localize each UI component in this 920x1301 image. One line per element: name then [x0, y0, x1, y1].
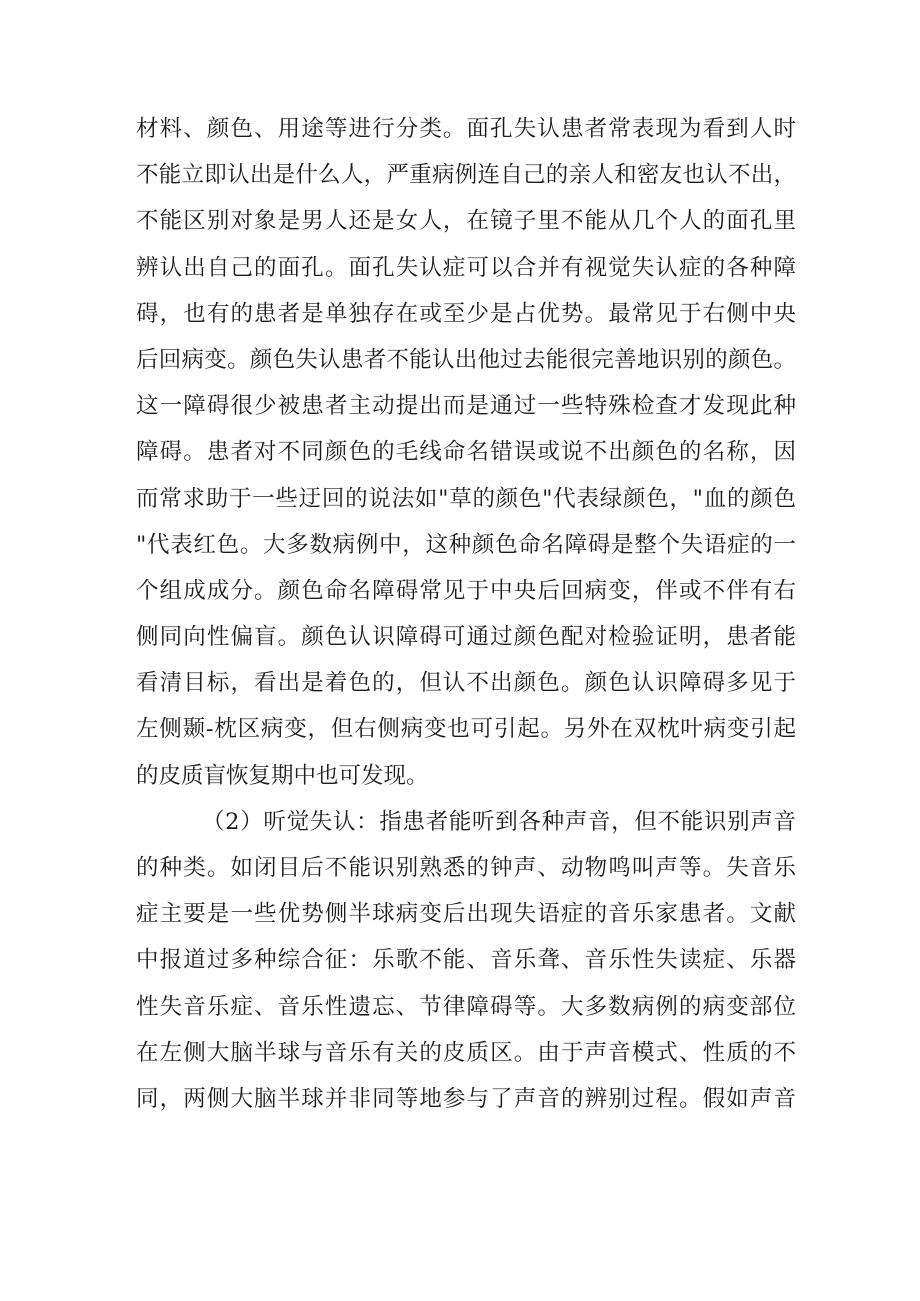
text-line: 碍，也有的患者是单独存在或至少是占优势。最常见于右侧中央 — [136, 300, 796, 327]
text-line: 的皮质盲恢复期中也可发现。 — [136, 762, 429, 789]
body-text — [136, 106, 796, 1122]
text-line: 不能区别对象是男人还是女人，在镜子里不能从几个人的面孔里 — [136, 208, 796, 235]
text-line: 个组成成分。颜色命名障碍常见于中央后回病变，伴或不伴有右 — [136, 577, 796, 604]
text-line: 障碍。患者对不同颜色的毛线命名错误或说不出颜色的名称，因 — [136, 439, 796, 466]
text-line: 左侧颞-枕区病变，但右侧病变也可引起。另外在双枕叶病变引起 — [136, 716, 796, 743]
text-line: 侧同向性偏盲。颜色认识障碍可通过颜色配对检验证明，患者能 — [136, 624, 796, 651]
text-line: 性失音乐症、音乐性遗忘、节律障碍等。大多数病例的病变部位 — [136, 993, 796, 1020]
text-line: 不能立即认出是什么人，严重病例连自己的亲人和密友也认不出， — [136, 162, 796, 189]
text-line: 这一障碍很少被患者主动提出而是通过一些特殊检查才发现此种 — [136, 393, 796, 420]
text-line: 症主要是一些优势侧半球病变后出现失语症的音乐家患者。文献 — [136, 901, 796, 928]
paragraph-2 — [136, 799, 796, 1122]
text-line: 辨认出自己的面孔。面孔失认症可以合并有视觉失认症的各种障 — [136, 254, 796, 281]
text-line: 的种类。如闭目后不能识别熟悉的钟声、动物鸣叫声等。失音乐 — [136, 855, 796, 881]
text-line: 同，两侧大脑半球并非同等地参与了声音的辨别过程。假如声音 — [136, 1085, 796, 1112]
text-line: 而常求助于一些迂回的说法如"草的颜色"代表绿颜色，"血的颜色 — [136, 485, 796, 512]
paragraph-1 — [136, 106, 796, 799]
text-line: 中报道过多种综合征：乐歌不能、音乐聋、音乐性失读症、乐器 — [136, 947, 796, 974]
text-line: 看清目标，看出是着色的，但认不出颜色。颜色认识障碍多见于 — [136, 670, 796, 697]
text-line: 材料、颜色、用途等进行分类。面孔失认患者常表现为看到人时 — [136, 116, 796, 142]
text-line: 在左侧大脑半球与音乐有关的皮质区。由于声音模式、性质的不 — [136, 1039, 796, 1066]
text-line: 后回病变。颜色失认患者不能认出他过去能很完善地识别的颜色。 — [136, 346, 796, 373]
text-line: "代表红色。大多数病例中，这种颜色命名障碍是整个失语症的一 — [136, 531, 796, 558]
text-line: （2）听觉失认：指患者能听到各种声音，但不能识别声音 — [202, 808, 796, 835]
